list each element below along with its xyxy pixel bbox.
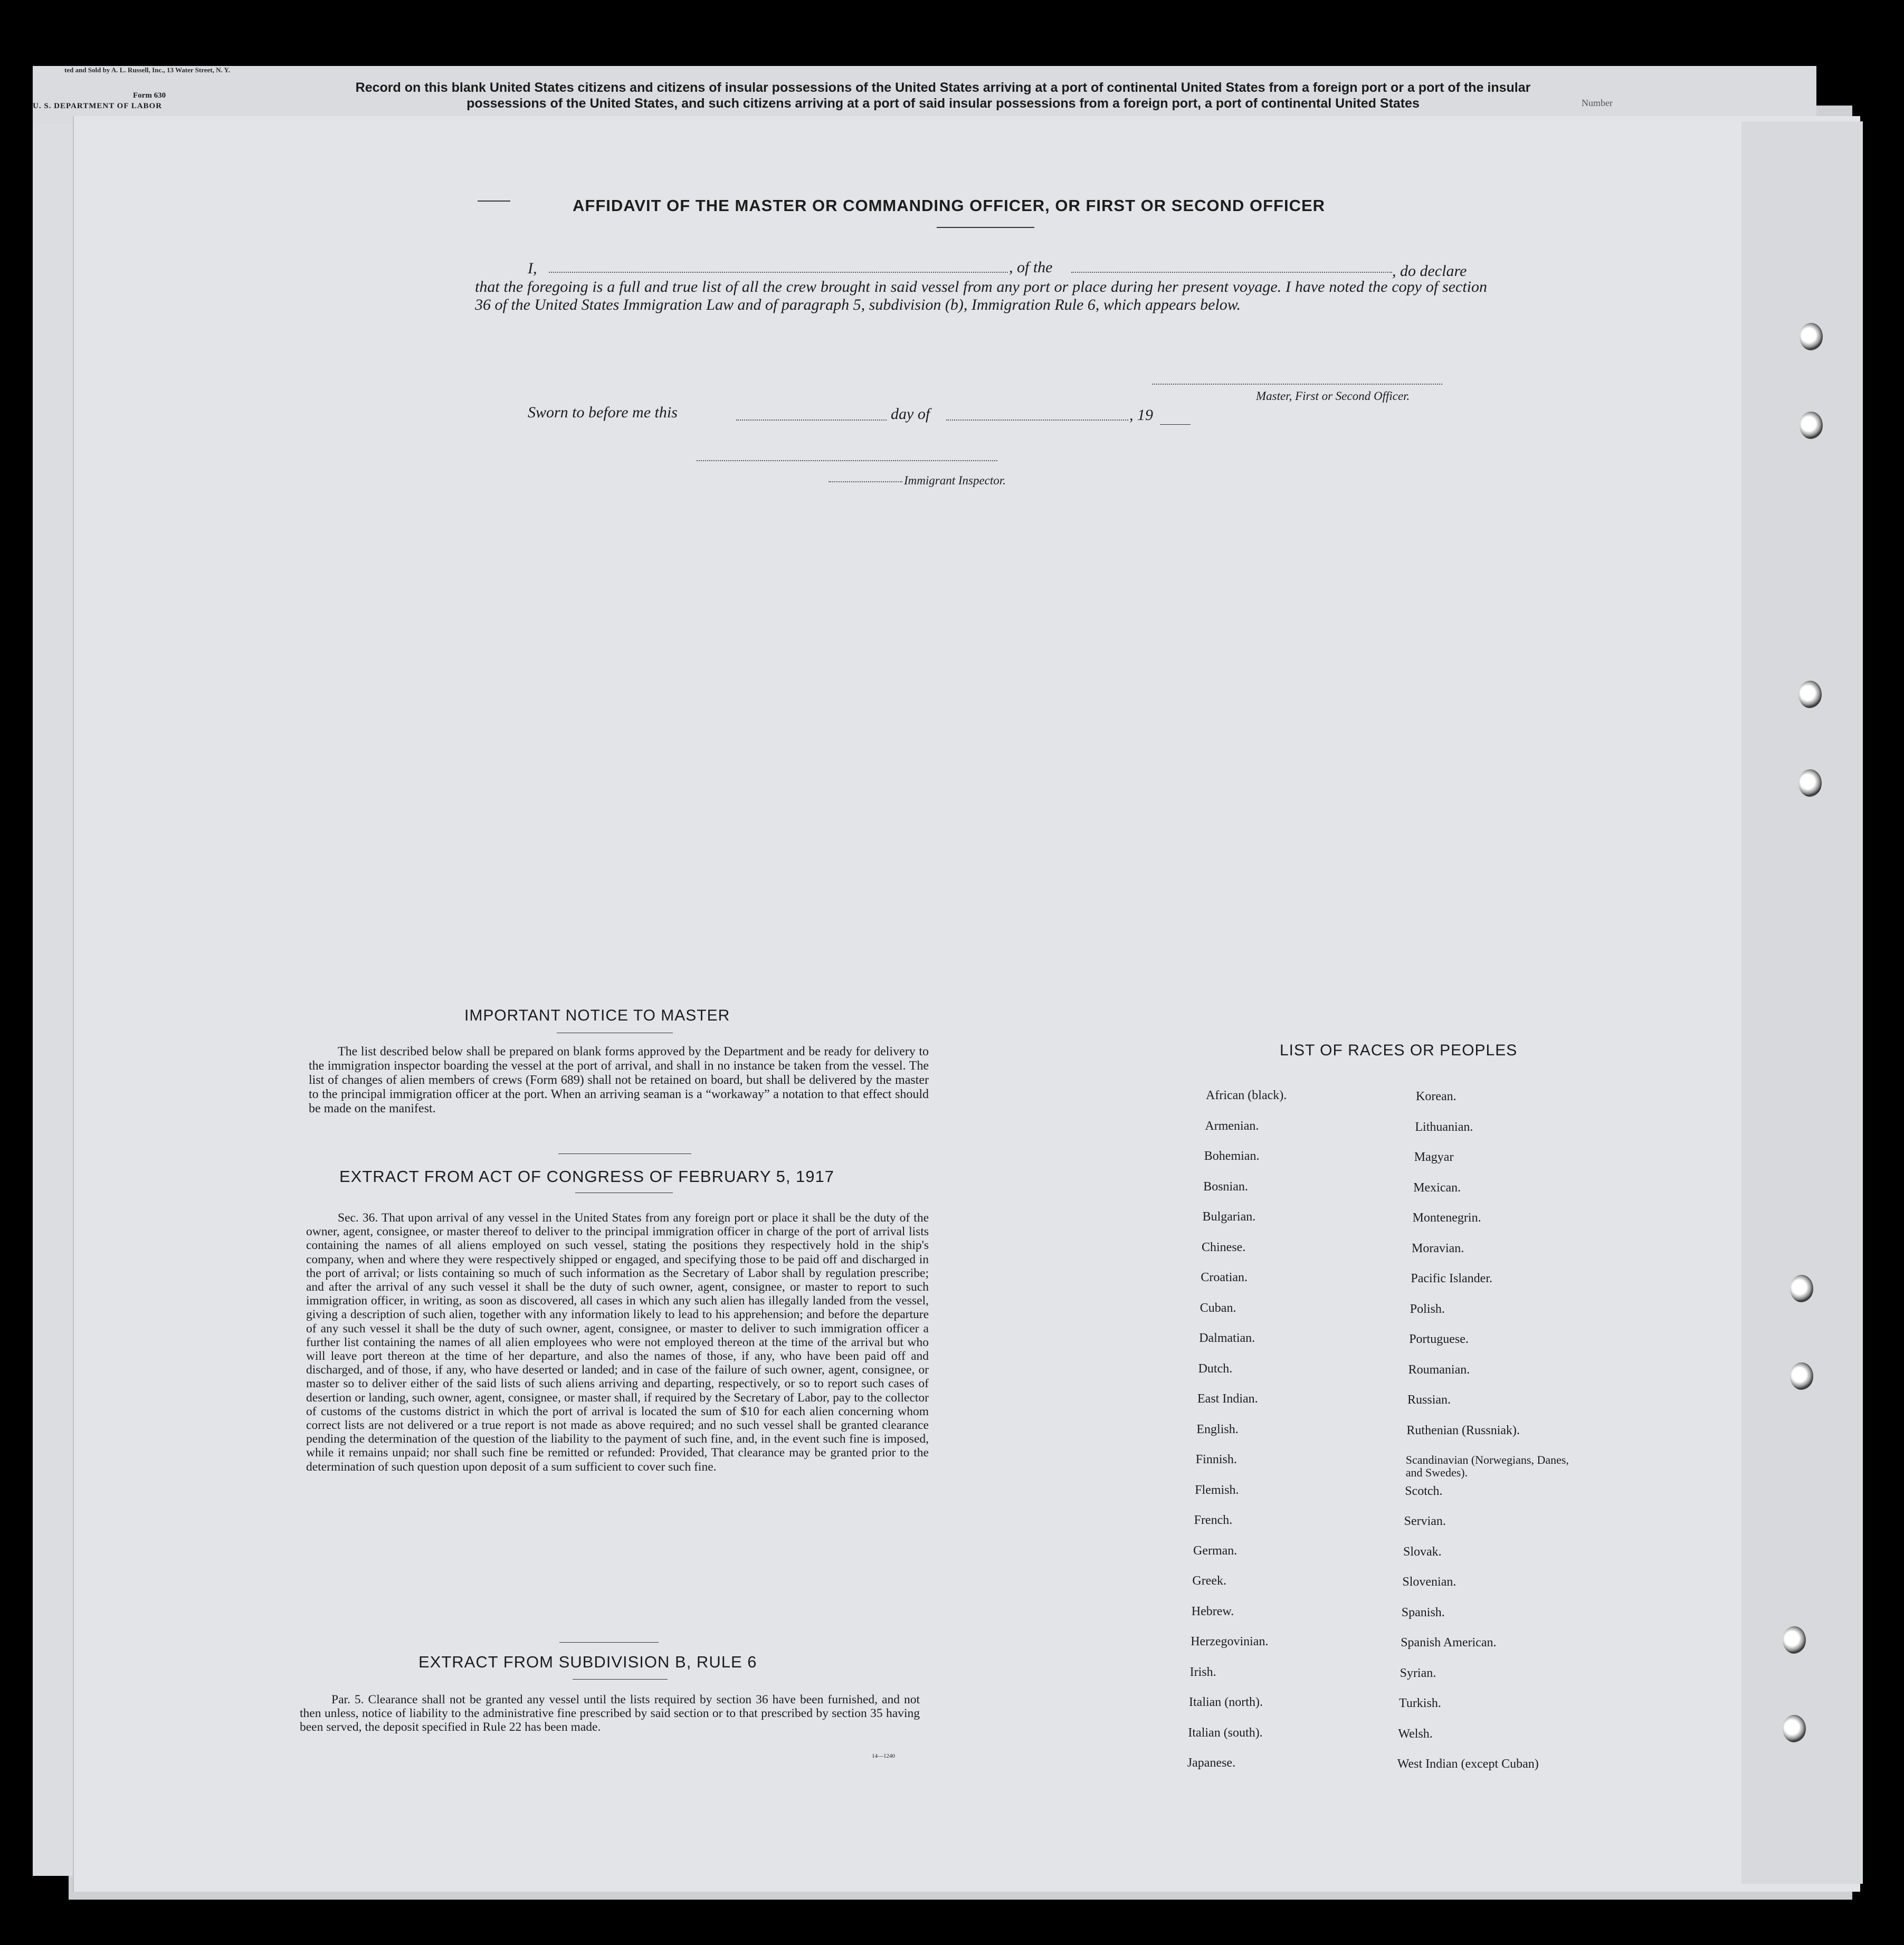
binder-hole [1783,1626,1806,1654]
race-item: German. [1193,1543,1237,1558]
form-code: 14—1240 [872,1753,895,1759]
race-item: Spanish. [1401,1605,1445,1619]
race-item: Dutch. [1198,1361,1233,1376]
race-item: Russian. [1407,1393,1451,1407]
race-item: Irish. [1189,1665,1216,1679]
sworn-day-field[interactable] [736,419,887,421]
publisher-imprint: ted and Sold by A. L. Russell, Inc., 13 Water Street, N. Y. [64,66,230,74]
race-item: Italian (south). [1188,1725,1263,1740]
race-item: Bohemian. [1204,1149,1260,1163]
binder-hole [1800,323,1823,350]
notice-title: IMPORTANT NOTICE TO MASTER [464,1007,730,1024]
do-declare-label: , do declare [1392,262,1467,280]
race-item: Chinese. [1202,1240,1246,1254]
sworn-label: Sworn to before me this [528,404,678,421]
race-item: Mexican. [1413,1180,1461,1195]
race-item: Bulgarian. [1202,1210,1256,1224]
of-the-label: , of the [1009,259,1053,276]
races-title: LIST OF RACES OR PEOPLES [1280,1042,1518,1059]
race-item: Welsh. [1398,1727,1433,1741]
race-item: Lithuanian. [1415,1120,1473,1134]
race-item: Japanese. [1187,1756,1236,1770]
day-of-label: day of [891,405,930,423]
i-label: I, [528,260,537,277]
sworn-month-field[interactable] [946,419,1128,421]
title-underline [937,227,1034,228]
race-item: French. [1194,1513,1233,1527]
race-item: Korean. [1416,1090,1456,1103]
race-item: Montenegrin. [1412,1211,1481,1225]
race-item: Turkish. [1399,1696,1441,1710]
race-item: Herzegovinian. [1191,1635,1269,1648]
title-lead-rule [478,201,510,202]
binder-hole [1783,1715,1806,1742]
race-item: Armenian. [1205,1119,1259,1133]
underlying-form-header [33,66,1816,124]
race-item: Cuban. [1199,1301,1236,1315]
number-label: Number [1582,98,1613,108]
race-item: Polish. [1410,1302,1445,1316]
race-item: Flemish. [1195,1483,1239,1497]
race-item: Finnish. [1195,1453,1237,1466]
race-item: Spanish American. [1401,1636,1497,1650]
race-item: English. [1196,1422,1239,1436]
race-item: Greek. [1192,1574,1227,1588]
extract-rule-underline [573,1679,668,1680]
race-item: Croatian. [1201,1271,1248,1284]
race-item: Scotch. [1405,1484,1443,1498]
race-item: West Indian (except Cuban) [1397,1757,1539,1771]
section-divider [559,1642,659,1643]
race-item: Italian (north). [1189,1695,1263,1709]
affidavit-page [73,116,1860,1892]
race-item: Moravian. [1412,1241,1464,1255]
race-item: Ruthenian (Russniak). [1406,1423,1520,1437]
year-label: , 19 [1129,406,1153,424]
inspector-signature-field[interactable] [697,460,997,461]
record-notice: Record on this blank United States citizens and citizens of insular possessions of the United States arriving at a port of continental United States from a foreign port or a port of the insular possessions of the United States, and such citizens arriving at a port of said insular possessions from a foreign port, a port of continental United States [355,80,1531,111]
race-item: Dalmatian. [1199,1331,1255,1345]
race-item: Syrian. [1400,1666,1436,1680]
race-item: Servian. [1404,1514,1446,1528]
race-item: Portuguese. [1409,1332,1469,1346]
race-item: Bosnian. [1203,1179,1248,1194]
race-item: African (black). [1206,1089,1287,1102]
section-36-text: Sec. 36. That upon arrival of any vessel in the United States from any foreign port or place it shall be the duty of the owner, agent, consignee, or master thereof to deliver to the principal immigration officer in charge of the port of arrival lists containing the names of all aliens employed on such vessel, stating the positions they respectively hold in the ship's company, when and where they were respectively shipped or engaged, and specifying those to be paid off and discharged in the port of arrival; or lists containing so much of such information as the Secretary of Labor shall by regulation prescribe; and after the arrival of any such vessel it shall be the duty of such owner, agent, consignee, or master to report to such immigration officer, in writing, as soon as discovered, all cases in which any such alien has illegally landed from the vessel, giving a description of such alien, together with any information likely to lead to his apprehension; and before the departure of any such vessel it shall be the duty of such owner, agent, consignee, or master to deliver to such immigration officer a further list containing the names of all alien employees who were not employed thereon at the time of the arrival but who will leave port thereon at the time of her departure, and also the names of those, if any, who have been paid off and discharged, and of those, if any, who have deserted or landed; and in case of the failure of such owner, agent, consignee, or master so to deliver either of the said lists of such aliens arriving and departing, respectively, or so to report such cases of desertion or landing, such owner, agent, consignee, or master shall, if required by the Secretary of Labor, pay to the collector of customs of the customs district in which the port of arrival is located the sum of $10 for each alien concerning whom correct lists are not delivered or a true report is not made as above required; and no such vessel shall be granted clearance pending the determination of the question of the liability to the payment of such fine, and, in the event such fine is imposed, while it remains unpaid; nor shall such fine be remitted or refunded: Provided, That clearance may be granted prior to the determination of such question upon deposit of a sum sufficient to cover such fine. [306,1211,929,1474]
signature-caption: Master, First or Second Officer. [1256,389,1410,403]
vessel-name-field[interactable] [1071,272,1392,273]
binder-hole [1798,769,1822,797]
inspector-signature-lead [829,481,902,482]
notice-text: The list described below shall be prepared on blank forms approved by the Department and be ready for delivery to the immigration inspector boarding the vessel at the port of arrival, and shall in no instance be taken from the vessel. The list of changes of alien members of crews (Form 689) shall not be retained on board, but shall be delivered by the master to the principal immigration officer at the port. When an arriving seaman is a “workaway” a notation to that effect should be made on the manifest. [309,1045,929,1115]
binder-hole [1798,681,1822,708]
section-divider [558,1153,691,1154]
race-item: Pacific Islander. [1411,1272,1492,1285]
declarant-name-line [528,260,537,278]
race-item: Slovak. [1403,1544,1442,1559]
affidavit-body: that the foregoing is a full and true list of all the crew brought in said vessel from any port or place during her present voyage. I have noted the copy of section 36 of the United States Immigration Law and of paragraph 5, subdivision (b), Immigration Rule 6, which appears below. [475,278,1487,313]
department-label: U. S. DEPARTMENT OF LABOR [33,102,163,110]
race-item: Scandinavian (Norwegians, Danes, and Swedes). [1405,1453,1569,1479]
inspector-caption: Immigrant Inspector. [904,474,1006,487]
declarant-name-field[interactable] [549,272,1008,273]
form-number: Form 630 [133,91,166,100]
page-edge-shadow [1741,121,1863,1884]
race-item: Slovenian. [1402,1575,1456,1589]
binder-hole [1790,1362,1813,1390]
race-item: East Indian. [1197,1392,1258,1406]
paragraph-5-text: Par. 5. Clearance shall not be granted any vessel until the lists required by section 36 have been furnished, and not then unless, notice of liability to the administrative fine prescribed by said section or to that prescribed by section 35 having been served, the deposit specified in Rule 22 has been made. [300,1693,920,1734]
race-item: Hebrew. [1191,1604,1234,1618]
race-item: Roumanian. [1408,1362,1470,1377]
binder-hole [1800,412,1823,439]
race-item: Magyar [1414,1150,1454,1164]
affidavit-title: AFFIDAVIT OF THE MASTER OR COMMANDING OFFICER, OR FIRST OR SECOND OFFICER [573,196,1326,215]
binder-hole [1790,1275,1813,1302]
officer-signature-field[interactable] [1152,384,1442,385]
year-field[interactable] [1160,424,1191,425]
extract-rule-title: EXTRACT FROM SUBDIVISION B, RULE 6 [418,1653,757,1671]
extract-act-title: EXTRACT FROM ACT OF CONGRESS OF FEBRUARY 5, 1917 [339,1167,835,1186]
